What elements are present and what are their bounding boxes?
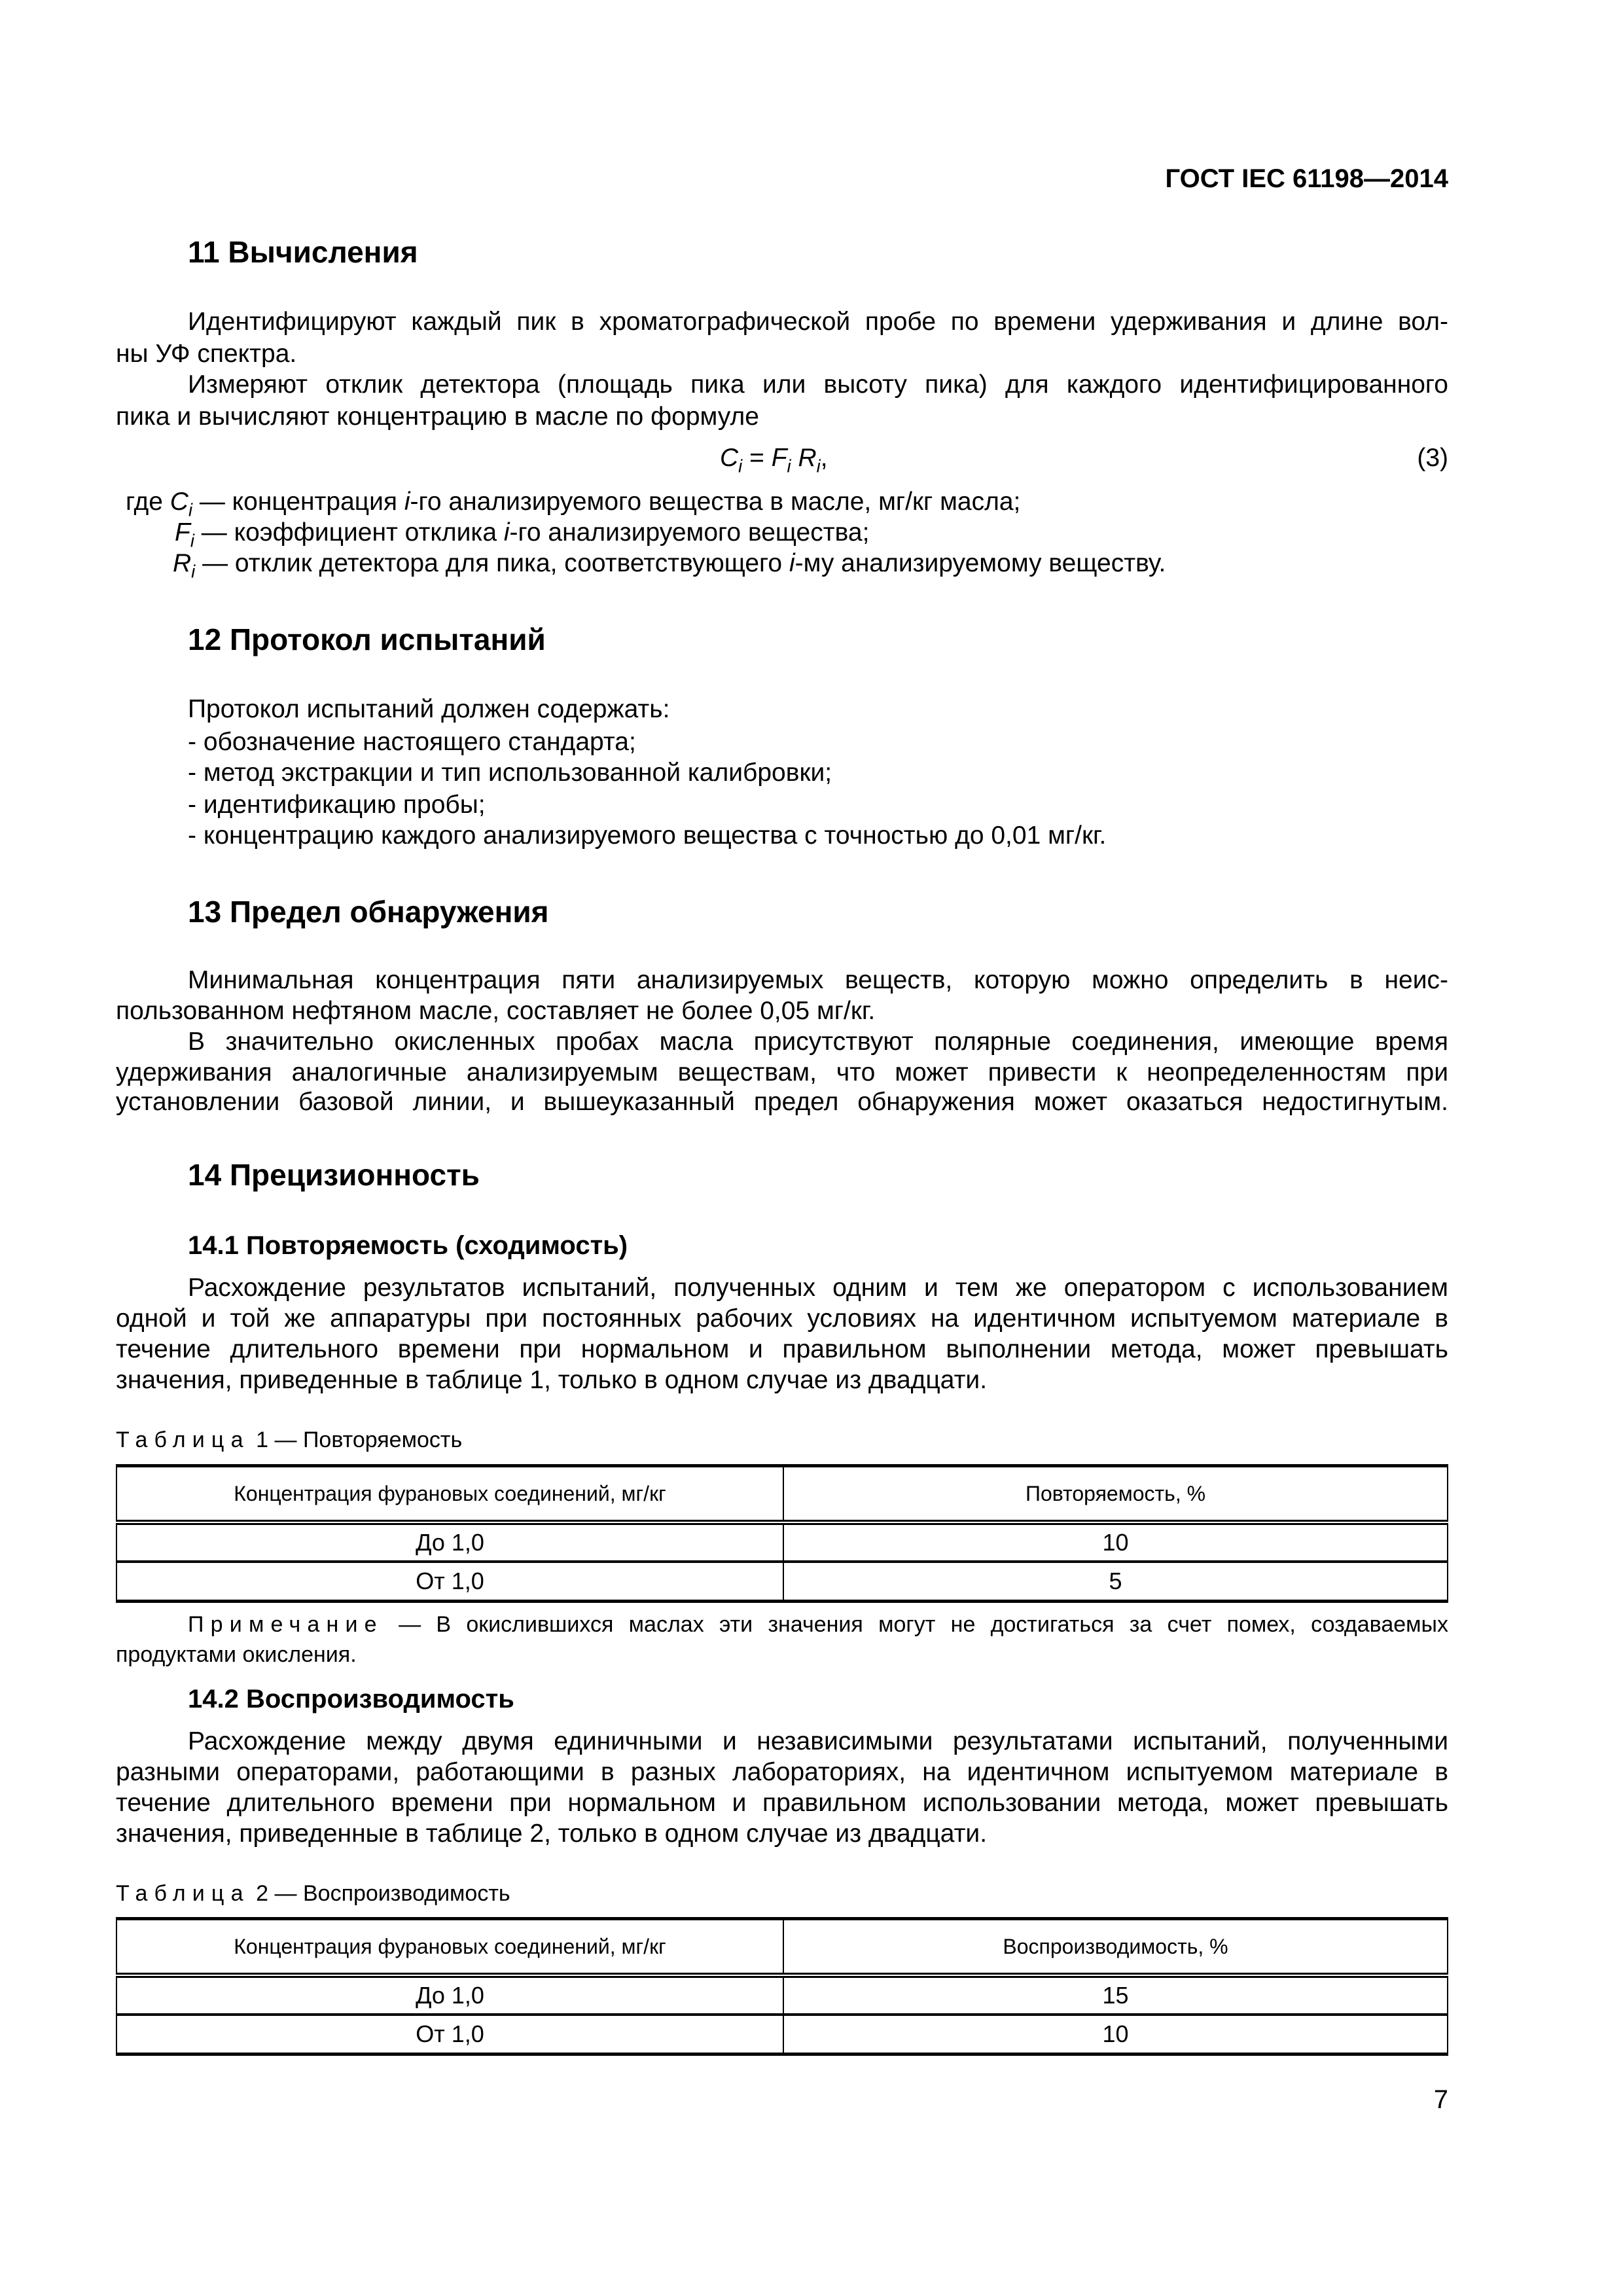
paragraph-line: Расхождение между двумя единичными и независимыми результатами испытаний, полученными (188, 1727, 1448, 1755)
where-item (126, 487, 1021, 520)
caption-title: — Воспроизводимость (268, 1881, 510, 1906)
paragraph-line: течение длительного времени при нормальном и правильном использовании метода, может превышать (116, 1789, 1448, 1817)
section-13-heading: 13 Предел обнаружения (188, 895, 549, 929)
table-2-caption (116, 1880, 510, 1907)
table-cell: До 1,0 (116, 1522, 783, 1562)
paragraph-line: Расхождение результатов испытаний, полученных одним и тем же оператором с использованием (188, 1274, 1448, 1302)
note-label: Примечание (188, 1612, 383, 1637)
formula-subscript: i (787, 456, 791, 476)
formula-subscript: i (738, 456, 743, 476)
where-index: i (789, 549, 795, 577)
table-row (116, 1975, 1448, 2015)
table-header-row (116, 1919, 1448, 1976)
section-11-heading: 11 Вычисления (188, 235, 418, 269)
table-cell: До 1,0 (116, 1975, 783, 2015)
section-14-2-heading: 14.2 Воспроизводимость (188, 1685, 514, 1713)
where-text: -го анализируемого вещества в масле, мг/кг масла; (410, 488, 1021, 516)
column-header: Концентрация фурановых соединений, мг/кг (116, 1466, 783, 1523)
table-reproducibility (116, 1917, 1448, 2056)
paragraph-line: значения, приведенные в таблице 2, только в одном случае из двадцати. (116, 1820, 988, 1848)
table-row (116, 1562, 1448, 1602)
paragraph-line: течение длительного времени при нормальном и правильном выполнении метода, может превышать (116, 1335, 1448, 1363)
list-intro: Протокол испытаний должен содержать: (188, 695, 670, 723)
where-subscript: i (190, 530, 194, 551)
paragraph-line: Измеряют отклик детектора (площадь пика или высоту пика) для каждого идентифицированного (188, 370, 1448, 399)
paragraph-line: удерживания аналогичные анализируемым веществам, что может привести к неопределенностям при (116, 1058, 1448, 1086)
note-line (188, 1611, 1448, 1638)
where-symbol: C (169, 488, 188, 516)
where-prefix: где (126, 488, 170, 516)
where-text: — концентрация (192, 488, 404, 516)
where-text: — отклик детектора для пика, соответствующего (195, 549, 789, 577)
where-index: i (503, 518, 510, 547)
where-item (175, 518, 870, 551)
list-item: - идентификацию пробы; (188, 791, 486, 819)
table-cell: 10 (783, 1522, 1448, 1562)
table-cell: От 1,0 (116, 1562, 783, 1602)
table-row (116, 1522, 1448, 1562)
table-1-caption (116, 1427, 462, 1453)
column-header: Повторяемость, % (783, 1466, 1448, 1523)
table-cell: 10 (783, 2015, 1448, 2054)
formula-symbol: R (798, 444, 817, 472)
paragraph-line: одной и той же аппаратуры при постоянных рабочих условиях на идентичном испытуемом материале в (116, 1304, 1448, 1333)
paragraph-line: Минимальная концентрация пяти анализируемых веществ, которую можно определить в неис- (188, 966, 1448, 994)
paragraph-line: В значительно окисленных пробах масла присутствуют полярные соединения, имеющие время (188, 1028, 1448, 1056)
where-text: -му анализируемому веществу. (794, 549, 1166, 577)
table-cell: От 1,0 (116, 2015, 783, 2054)
paragraph-line: пика и вычисляют концентрацию в масле по формуле (116, 403, 759, 431)
column-header: Концентрация фурановых соединений, мг/кг (116, 1919, 783, 1976)
note-text: — В окислившихся маслах эти значения могут не достигаться за счет помех, создаваемых (383, 1612, 1448, 1637)
list-item: - метод экстракции и тип использованной калибровки; (188, 759, 832, 787)
where-subscript: i (188, 499, 193, 520)
formula-symbol: C (720, 444, 739, 472)
table-repeatability (116, 1464, 1448, 1603)
paragraph-line: пользованном нефтяном масле, составляет не более 0,05 мг/кг. (116, 997, 876, 1025)
formula-equals: = (742, 444, 772, 472)
where-symbol: F (175, 518, 190, 547)
paragraph-line: Идентифицируют каждый пик в хроматографической пробе по времени удерживания и длине вол- (188, 308, 1448, 336)
section-14-heading: 14 Прецизионность (188, 1158, 480, 1192)
page-number: 7 (1433, 2085, 1448, 2114)
where-subscript: i (191, 561, 196, 582)
formula-number: (3) (1417, 444, 1448, 472)
formula-comma: , (820, 444, 828, 472)
where-text: — коэффициент отклика (194, 518, 504, 547)
where-text: -го анализируемого вещества; (509, 518, 870, 547)
caption-number: 1 (256, 1427, 269, 1452)
where-symbol: R (173, 549, 192, 577)
paragraph-line: ны УФ спектра. (116, 340, 297, 368)
note-line: продуктами окисления. (116, 1642, 357, 1667)
where-item (173, 548, 1166, 582)
caption-title: — Повторяемость (268, 1427, 463, 1452)
table-cell: 15 (783, 1975, 1448, 2015)
paragraph-line: разными операторами, работающими в разных лабораториях, на идентичном испытуемом материале в (116, 1758, 1448, 1786)
table-cell: 5 (783, 1562, 1448, 1602)
where-index: i (404, 488, 410, 516)
formula-symbol: F (771, 444, 787, 472)
caption-number: 2 (256, 1881, 269, 1906)
section-14-1-heading: 14.1 Повторяемость (сходимость) (188, 1231, 628, 1260)
list-item: - обозначение настоящего стандарта; (188, 728, 636, 756)
formula (720, 443, 828, 476)
table-header-row (116, 1466, 1448, 1523)
document-id: ГОСТ IEC 61198—2014 (1165, 164, 1448, 193)
column-header: Воспроизводимость, % (783, 1919, 1448, 1976)
caption-label: Таблица (116, 1881, 250, 1906)
paragraph-line: установлении базовой линии, и вышеуказанный предел обнаружения может оказаться недостигнутым. (116, 1088, 1448, 1116)
caption-label: Таблица (116, 1427, 250, 1452)
formula-subscript: i (816, 456, 821, 476)
paragraph-line: значения, приведенные в таблице 1, только в одном случае из двадцати. (116, 1366, 988, 1394)
section-12-heading: 12 Протокол испытаний (188, 622, 546, 656)
list-item: - концентрацию каждого анализируемого вещества с точностью до 0,01 мг/кг. (188, 821, 1107, 850)
table-row (116, 2015, 1448, 2054)
